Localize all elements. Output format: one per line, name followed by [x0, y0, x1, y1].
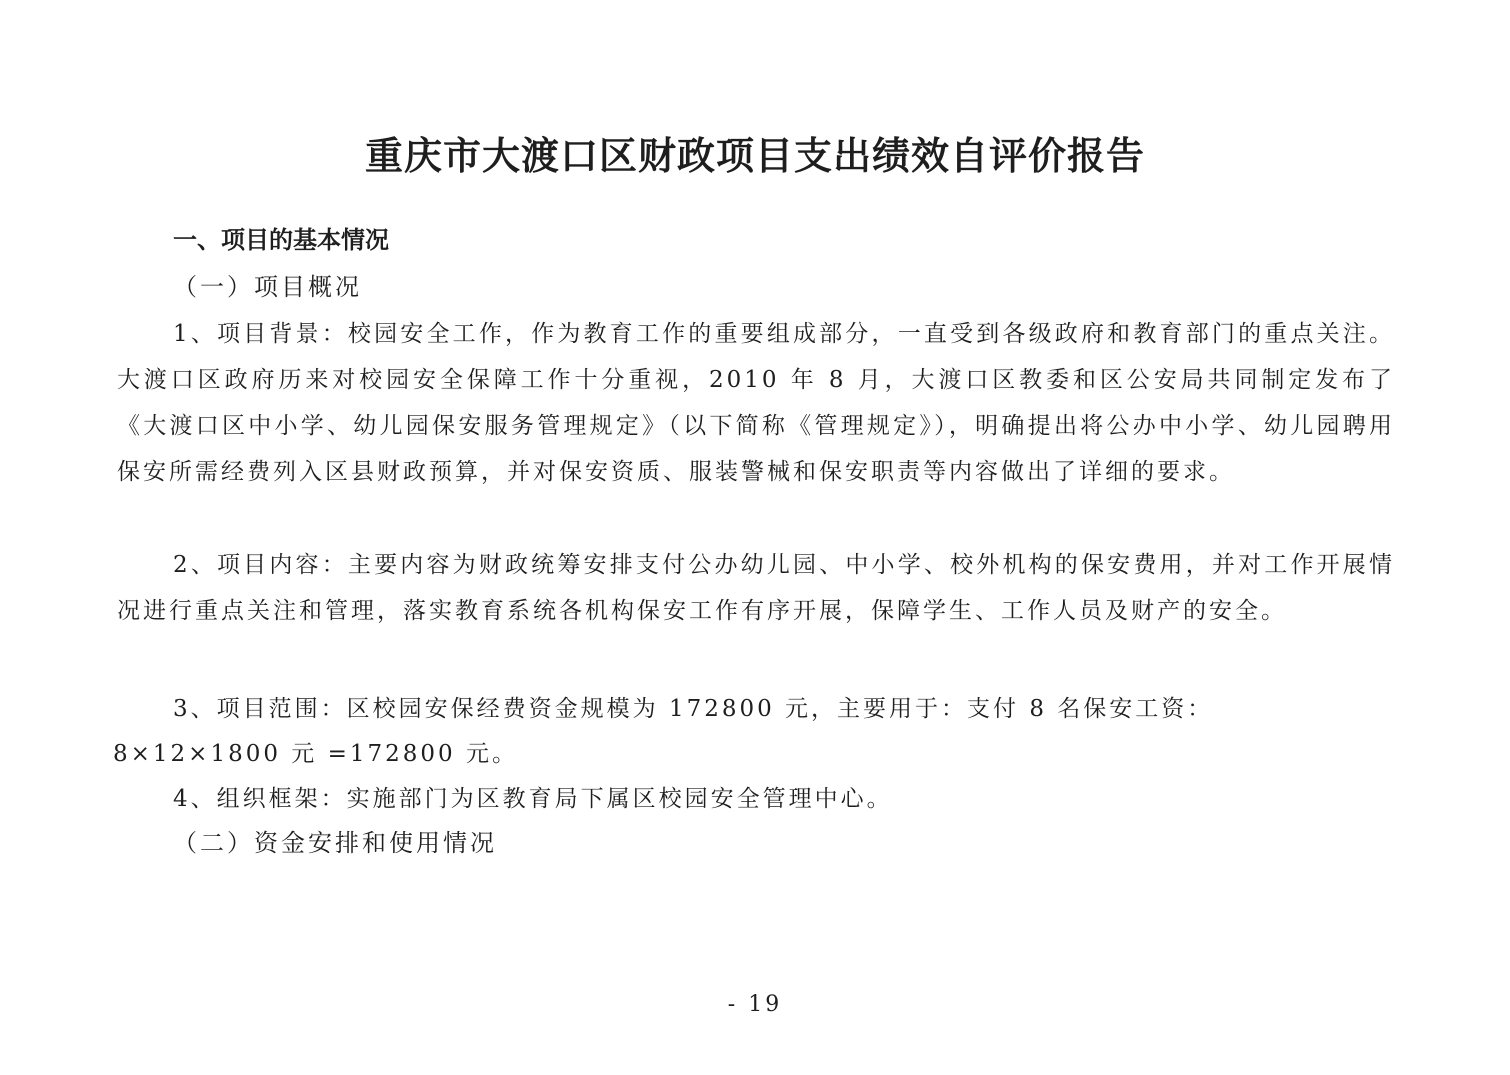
report-title: 重庆市大渡口区财政项目支出绩效自评价报告	[364, 133, 1145, 178]
page-number: - 19	[727, 992, 783, 1017]
paragraph-scope-formula: 8×12×1800 元 =172800 元。	[113, 741, 518, 767]
paragraph-project-scope: 3、项目范围：区校园安保经费资金规模为 172800 元，主要用于：支付 8 名保安工资：	[173, 696, 1214, 722]
subsection-heading-funding: （二）资金安排和使用情况	[173, 829, 497, 857]
subsection-heading-overview: （一）项目概况	[173, 273, 362, 301]
section-heading-basic-info: 一、项目的基本情况	[173, 226, 389, 254]
paragraph-project-background: 1、项目背景：校园安全工作，作为教育工作的重要组成部分，一直受到各级政府和教育部门的重点关注。大渡口区政府历来对校园安全保障工作十分重视，2010 年 8 月，大渡口区教委和区公安局共同制定发布了《大渡口区中小学、幼儿园保安服务管理规定》（以下简称《管理规定》），明确提出将公办中小学、幼儿园聘用保安所需经费列入区县财政预算，并对保安资质、服装警械和保安职责等内容做出了详细的要求。	[117, 321, 1395, 485]
paragraph-project-content: 2、项目内容：主要内容为财政统筹安排支付公办幼儿园、中小学、校外机构的保安费用，并对工作开展情况进行重点关注和管理，落实教育系统各机构保安工作有序开展，保障学生、工作人员及财产的安全。	[117, 552, 1395, 624]
paragraph-organization: 4、组织框架：实施部门为区教育局下属区校园安全管理中心。	[173, 786, 893, 812]
